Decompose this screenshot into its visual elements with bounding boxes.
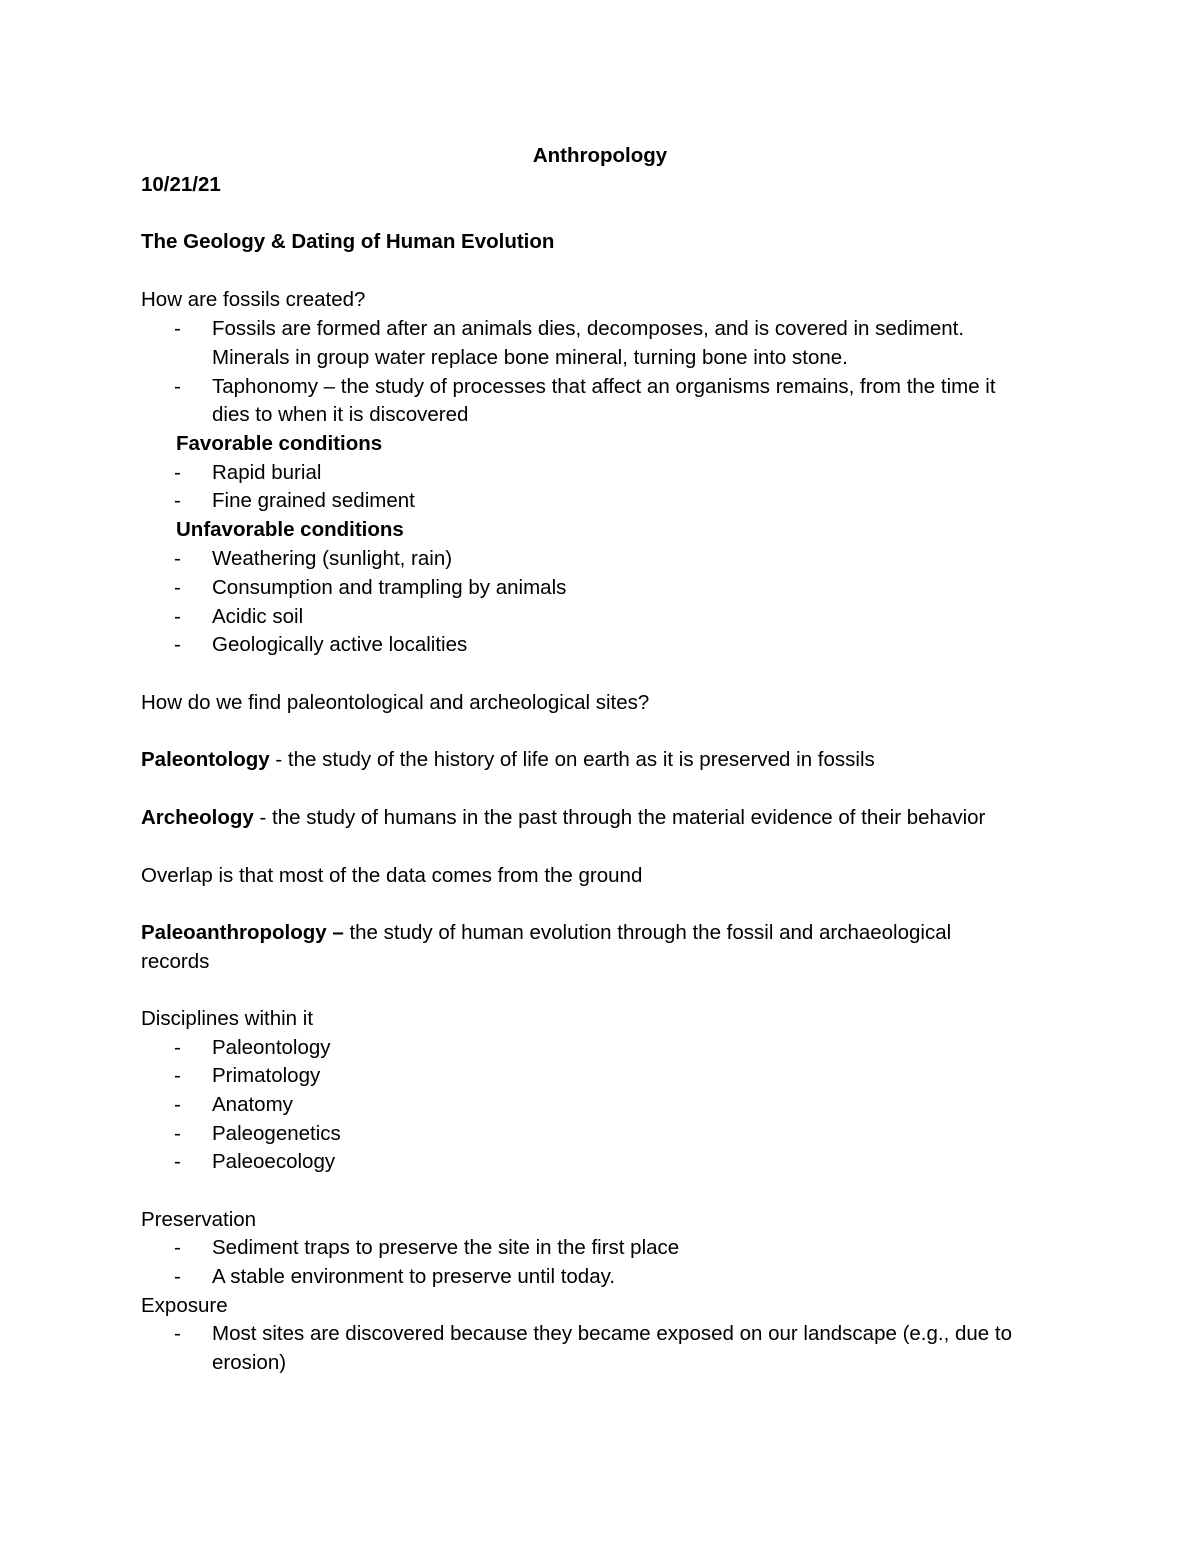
exposure-item-line-1: Most sites are discovered because they became exposed on our landscape (e.g., due to bbox=[212, 1322, 1012, 1345]
unfavorable-item: Weathering (sunlight, rain) bbox=[212, 547, 453, 570]
preservation-heading: Preservation bbox=[141, 1208, 257, 1231]
paleontology-definition bbox=[141, 746, 875, 774]
bullet-dash: - bbox=[174, 1236, 181, 1259]
unfavorable-heading: Unfavorable conditions bbox=[176, 518, 404, 541]
paleoanthropology-text: the study of human evolution through the fossil and archaeological bbox=[343, 921, 952, 944]
lecture-date: 10/21/21 bbox=[141, 173, 221, 196]
fossil-point-2-line-2: dies to when it is discovered bbox=[212, 403, 469, 426]
favorable-item: Rapid burial bbox=[212, 461, 322, 484]
favorable-heading: Favorable conditions bbox=[176, 432, 383, 455]
exposure-item-line-2: erosion) bbox=[212, 1351, 287, 1374]
discipline-item: Anatomy bbox=[212, 1093, 293, 1116]
discipline-item: Primatology bbox=[212, 1064, 321, 1087]
unfavorable-item: Consumption and trampling by animals bbox=[212, 576, 567, 599]
fossil-point-2-line-1: Taphonomy – the study of processes that affect an organisms remains, from the time it bbox=[212, 375, 996, 398]
archeology-term: Archeology bbox=[141, 806, 254, 829]
bullet-dash: - bbox=[174, 605, 181, 628]
discipline-item: Paleoecology bbox=[212, 1150, 336, 1173]
archeology-definition bbox=[141, 804, 985, 832]
bullet-dash: - bbox=[174, 1150, 181, 1173]
preservation-item: A stable environment to preserve until today. bbox=[212, 1265, 616, 1288]
discipline-item: Paleontology bbox=[212, 1036, 331, 1059]
disciplines-heading: Disciplines within it bbox=[141, 1007, 314, 1030]
paleontology-text: - the study of the history of life on earth as it is preserved in fossils bbox=[269, 748, 875, 771]
overlap-note: Overlap is that most of the data comes from the ground bbox=[141, 864, 643, 887]
bullet-dash: - bbox=[174, 547, 181, 570]
bullet-dash: - bbox=[174, 489, 181, 512]
unfavorable-item: Geologically active localities bbox=[212, 633, 468, 656]
bullet-dash: - bbox=[174, 1064, 181, 1087]
bullet-dash: - bbox=[174, 633, 181, 656]
fossil-point-1-line-1: Fossils are formed after an animals dies, decomposes, and is covered in sediment. bbox=[212, 317, 965, 340]
bullet-dash: - bbox=[174, 1122, 181, 1145]
bullet-dash: - bbox=[174, 1093, 181, 1116]
archeology-text: - the study of humans in the past through the material evidence of their behavior bbox=[253, 806, 986, 829]
discipline-item: Paleogenetics bbox=[212, 1122, 341, 1145]
bullet-dash: - bbox=[174, 375, 181, 398]
paleoanthropology-definition-cont: records bbox=[141, 950, 210, 973]
preservation-item: Sediment traps to preserve the site in the first place bbox=[212, 1236, 680, 1259]
favorable-item: Fine grained sediment bbox=[212, 489, 415, 512]
fossils-question: How are fossils created? bbox=[141, 288, 366, 311]
course-title: Anthropology bbox=[532, 144, 668, 167]
unfavorable-item: Acidic soil bbox=[212, 605, 304, 628]
fossil-point-1-line-2: Minerals in group water replace bone mineral, turning bone into stone. bbox=[212, 346, 848, 369]
paleoanthropology-term: Paleoanthropology – bbox=[141, 921, 344, 944]
lecture-title: The Geology & Dating of Human Evolution bbox=[141, 230, 555, 253]
paleontology-term: Paleontology bbox=[141, 748, 270, 771]
paleoanthropology-definition bbox=[141, 919, 951, 947]
bullet-dash: - bbox=[174, 1322, 181, 1345]
bullet-dash: - bbox=[174, 576, 181, 599]
exposure-heading: Exposure bbox=[141, 1294, 228, 1317]
bullet-dash: - bbox=[174, 1036, 181, 1059]
sites-question: How do we find paleontological and archeological sites? bbox=[141, 691, 650, 714]
bullet-dash: - bbox=[174, 1265, 181, 1288]
bullet-dash: - bbox=[174, 461, 181, 484]
bullet-dash: - bbox=[174, 317, 181, 340]
